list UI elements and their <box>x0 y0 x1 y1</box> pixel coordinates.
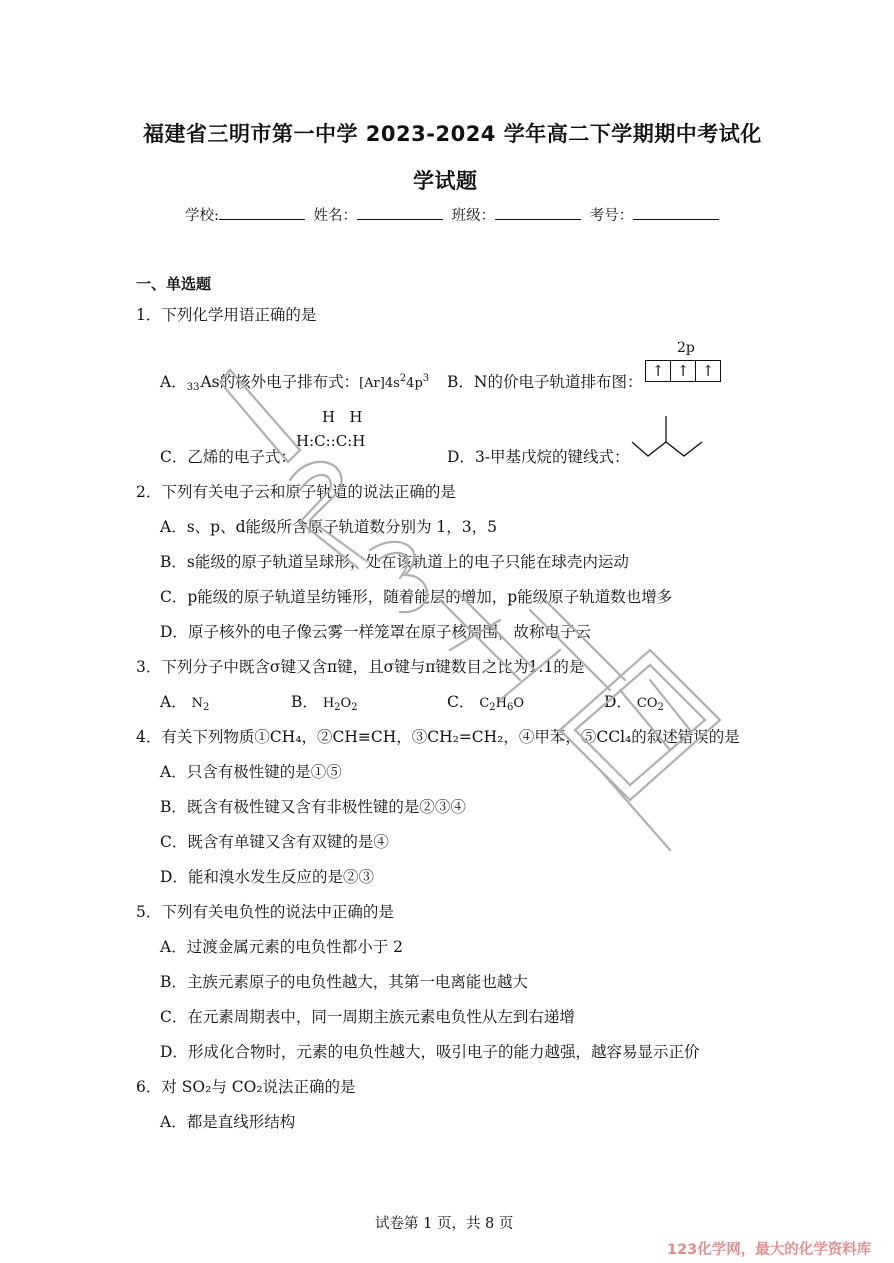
name-label: 姓名： <box>313 208 357 224</box>
exam-number-blank[interactable] <box>633 205 719 220</box>
exam-title-line1: 福建省三明市第一中学 2023-2024 学年高二下学期期中考试化 <box>143 122 762 146</box>
q4-option-b: B．既含有极性键又含有非极性键的是②③④ <box>160 798 466 816</box>
q4-option-d: D．能和溴水发生反应的是②③ <box>160 868 374 886</box>
school-label: 学校: <box>185 208 219 224</box>
site-slogan: 123化学网，最大的化学资料库 <box>667 1242 872 1258</box>
school-blank[interactable] <box>219 205 305 220</box>
orbital-diagram <box>645 360 721 382</box>
student-info-fields <box>185 204 723 225</box>
class-label: 班级： <box>451 208 496 224</box>
q2-option-a: A．s、p、d能级所含原子轨道数分别为 1，3，5 <box>160 518 498 536</box>
q3-option-b: B． $H_2O_2$ <box>291 693 358 713</box>
q2-option-c: C．p能级的原子轨道呈纺锤形，随着能层的增加，p能级原子轨道数也增多 <box>160 588 673 606</box>
up-arrow-icon: ↑ <box>671 361 696 382</box>
q5-option-d: D．形成化合物时，元素的电负性越大，吸引电子的能力越强，越容易显示正价 <box>160 1043 700 1061</box>
section-heading: 一、单选题 <box>136 275 212 293</box>
page-footer: 试卷第 1 页，共 8 页 <box>375 1216 514 1232</box>
q5-option-c: C．在元素周期表中，同一周期主族元素电负性从左到右递增 <box>160 1008 575 1026</box>
q4-option-a: A．只含有极性键的是①⑤ <box>160 763 342 781</box>
q3-option-c: C． $C_2H_6O$ <box>447 693 525 713</box>
q3-option-a: A． $N_2$ <box>160 693 210 713</box>
question-1 <box>136 303 316 325</box>
question-4: 4．有关下列物质①CH₄，②CH≡CH，③CH₂=CH₂，④甲苯，⑤CCl₄的叙述错误的是 <box>136 728 740 746</box>
ethylene-electron-formula-top: H H <box>322 408 363 426</box>
class-blank[interactable] <box>495 205 581 220</box>
option-label: A． <box>160 373 187 391</box>
option-label: B． <box>447 373 474 391</box>
exam-number-label: 考号： <box>589 208 634 224</box>
q2-option-b: B．s能级的原子轨道呈球形，处在该轨道上的电子只能在球壳内运动 <box>160 553 629 571</box>
question-6: 6．对 SO₂与 CO₂说法正确的是 <box>136 1078 356 1096</box>
up-arrow-icon: ↑ <box>646 361 671 382</box>
q1-option-b: B．N的价电子轨道排布图： <box>447 373 643 391</box>
orbital-label: 2p <box>677 340 695 356</box>
ethylene-electron-formula-main: H:C::C:H <box>296 432 366 450</box>
q5-option-b: B．主族元素原子的电负性越大，其第一电离能也越大 <box>160 973 528 991</box>
q1-option-d: D．3-甲基戊烷的键线式： <box>447 448 630 466</box>
question-2: 2．下列有关电子云和原子轨道的说法正确的是 <box>136 483 456 501</box>
q2-option-d: D．原子核外的电子像云雾一样笼罩在原子核周围，故称电子云 <box>160 623 591 641</box>
q1-option-c: C．乙烯的电子式： <box>160 448 296 466</box>
question-number: 1． <box>136 306 162 324</box>
q1-option-a: A．33As的核外电子排布式：$[Ar]4s^24p^3$ <box>160 373 430 393</box>
q4-option-c: C．既含有单键又含有双键的是④ <box>160 833 389 851</box>
skeletal-formula-3-methylpentane <box>628 412 710 460</box>
exam-title-line2: 学试题 <box>413 169 478 193</box>
question-stem: 下列化学用语正确的是 <box>161 306 317 324</box>
question-3: 3．下列分子中既含σ键又含π键，且σ键与π键数目之比为1:1的是 <box>136 658 585 676</box>
q3-option-d: D． $CO_2$ <box>604 693 664 713</box>
up-arrow-icon: ↑ <box>696 361 721 382</box>
question-5: 5．下列有关电负性的说法中正确的是 <box>136 903 394 921</box>
option-label: D． <box>447 448 475 466</box>
name-blank[interactable] <box>357 205 443 220</box>
q6-option-a: A．都是直线形结构 <box>160 1113 296 1131</box>
q5-option-a: A．过渡金属元素的电负性都小于 2 <box>160 938 403 956</box>
option-label: C． <box>160 448 188 466</box>
